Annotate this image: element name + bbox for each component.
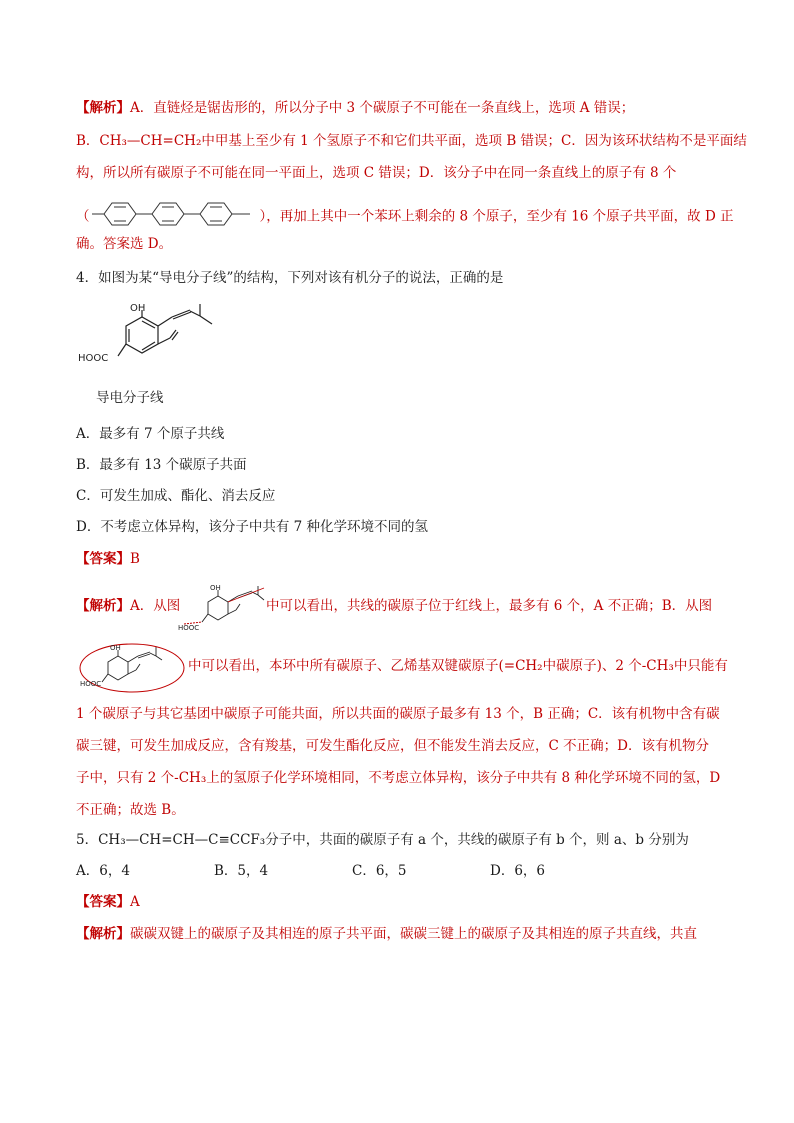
q5-option-d: D．6，6 <box>490 863 546 879</box>
q3-explanation-line-5: 确。答案选 D。 <box>76 236 173 252</box>
oh-label: OH <box>210 584 221 592</box>
explanation-tag: 【解析】 <box>76 100 130 116</box>
q4-explanation-line-6: 不正确；故选 B。 <box>76 802 185 818</box>
q4-explanation-line-3: 1 个碳原子与其它基团中碳原子可能共面，所以共面的碳原子最多有 13 个，B 正确；C．该有机物中含有碳 <box>76 706 720 722</box>
answer-tag: 【答案】 <box>76 894 130 910</box>
terphenyl-structure <box>90 199 260 235</box>
q4-option-d: D．不考虑立体异构，该分子中共有 7 种化学环境不同的氢 <box>76 519 428 535</box>
explanation-text: A．从图 <box>130 598 181 614</box>
q4-inline-molecule-2 <box>74 640 186 696</box>
oh-label: OH <box>110 644 121 652</box>
hooc-label: HOOC <box>178 624 200 632</box>
q4-answer <box>76 549 736 569</box>
q4-option-b: B．最多有 13 个碳原子共面 <box>76 457 247 473</box>
q5-answer <box>76 892 736 912</box>
q4-molecule-caption: 导电分子线 <box>96 390 164 406</box>
explanation-text: ），再加上其中一个苯环上剩余的 8 个原子，至少有 16 个原子共平面，故 D 正 <box>259 208 734 225</box>
explanation-tag: 【解析】 <box>76 598 130 614</box>
explanation-text: A．直链烃是锯齿形的，所以分子中 3 个碳原子不可能在一条直线上，选项 A 错误； <box>130 100 635 116</box>
q5-option-c: C．6，5 <box>352 863 407 879</box>
q5-stem: 5．CH₃—CH=CH—C≡CCF₃分子中，共面的碳原子有 a 个，共线的碳原子有 b 个，则 a、b 分别为 <box>76 832 689 848</box>
q4-stem: 4．如图为某“导电分子线”的结构，下列对该有机分子的说法，正确的是 <box>76 270 504 286</box>
oh-label: OH <box>130 303 146 314</box>
q3-explanation-line-3: 构，所以所有碳原子不可能在同一平面上，选项 C 错误；D．该分子中在同一条直线上的原子有 8 个 <box>76 165 677 181</box>
answer-tag: 【答案】 <box>76 551 130 567</box>
answer-value: B <box>130 551 140 567</box>
q4-explanation-line-4: 碳三键，可发生加成反应，含有羧基，可发生酯化反应，但不能发生消去反应，C 不正确；D．该有机物分 <box>76 738 709 754</box>
q4-explanation-line-1b: 中可以看出，共线的碳原子位于红线上，最多有 6 个，A 不正确；B．从图 <box>266 598 713 614</box>
answer-value: A <box>130 894 140 910</box>
q4-molecule-structure <box>76 300 236 380</box>
q4-option-c: C．可发生加成、酯化、消去反应 <box>76 488 276 504</box>
explanation-text: 碳碳双键上的碳原子及其相连的原子共平面，碳碳三键上的碳原子及其相连的原子共直线，共直 <box>130 926 697 942</box>
q4-option-a: A．最多有 7 个原子共线 <box>76 426 225 442</box>
paren-open: （ <box>76 208 90 225</box>
hooc-label: HOOC <box>78 353 109 364</box>
q3-explanation-line-1 <box>76 98 736 118</box>
q3-explanation-line-4 <box>76 199 736 235</box>
q4-explanation-line-5: 子中，只有 2 个-CH₃上的氢原子化学环境相同，不考虑立体异构，该分子中共有 8 种化学环境不同的氢，D <box>76 770 721 786</box>
q5-options <box>76 861 736 881</box>
q5-explanation-line-1 <box>76 924 736 944</box>
q5-option-b: B．5，4 <box>214 863 269 879</box>
q4-explanation-line-2: 中可以看出，本环中所有碳原子、乙烯基双键碳原子(=CH₂中碳原子)、2 个-CH₃中只能有 <box>188 658 728 674</box>
q5-option-a: A．6，4 <box>76 863 130 879</box>
q4-inline-molecule-1 <box>176 580 266 636</box>
q3-explanation-line-2: B．CH₃—CH=CH₂中甲基上至少有 1 个氢原子不和它们共平面，选项 B 错误；C．因为该环状结构不是平面结 <box>76 133 747 149</box>
explanation-tag: 【解析】 <box>76 926 130 942</box>
hooc-label: HOOC <box>80 680 102 688</box>
